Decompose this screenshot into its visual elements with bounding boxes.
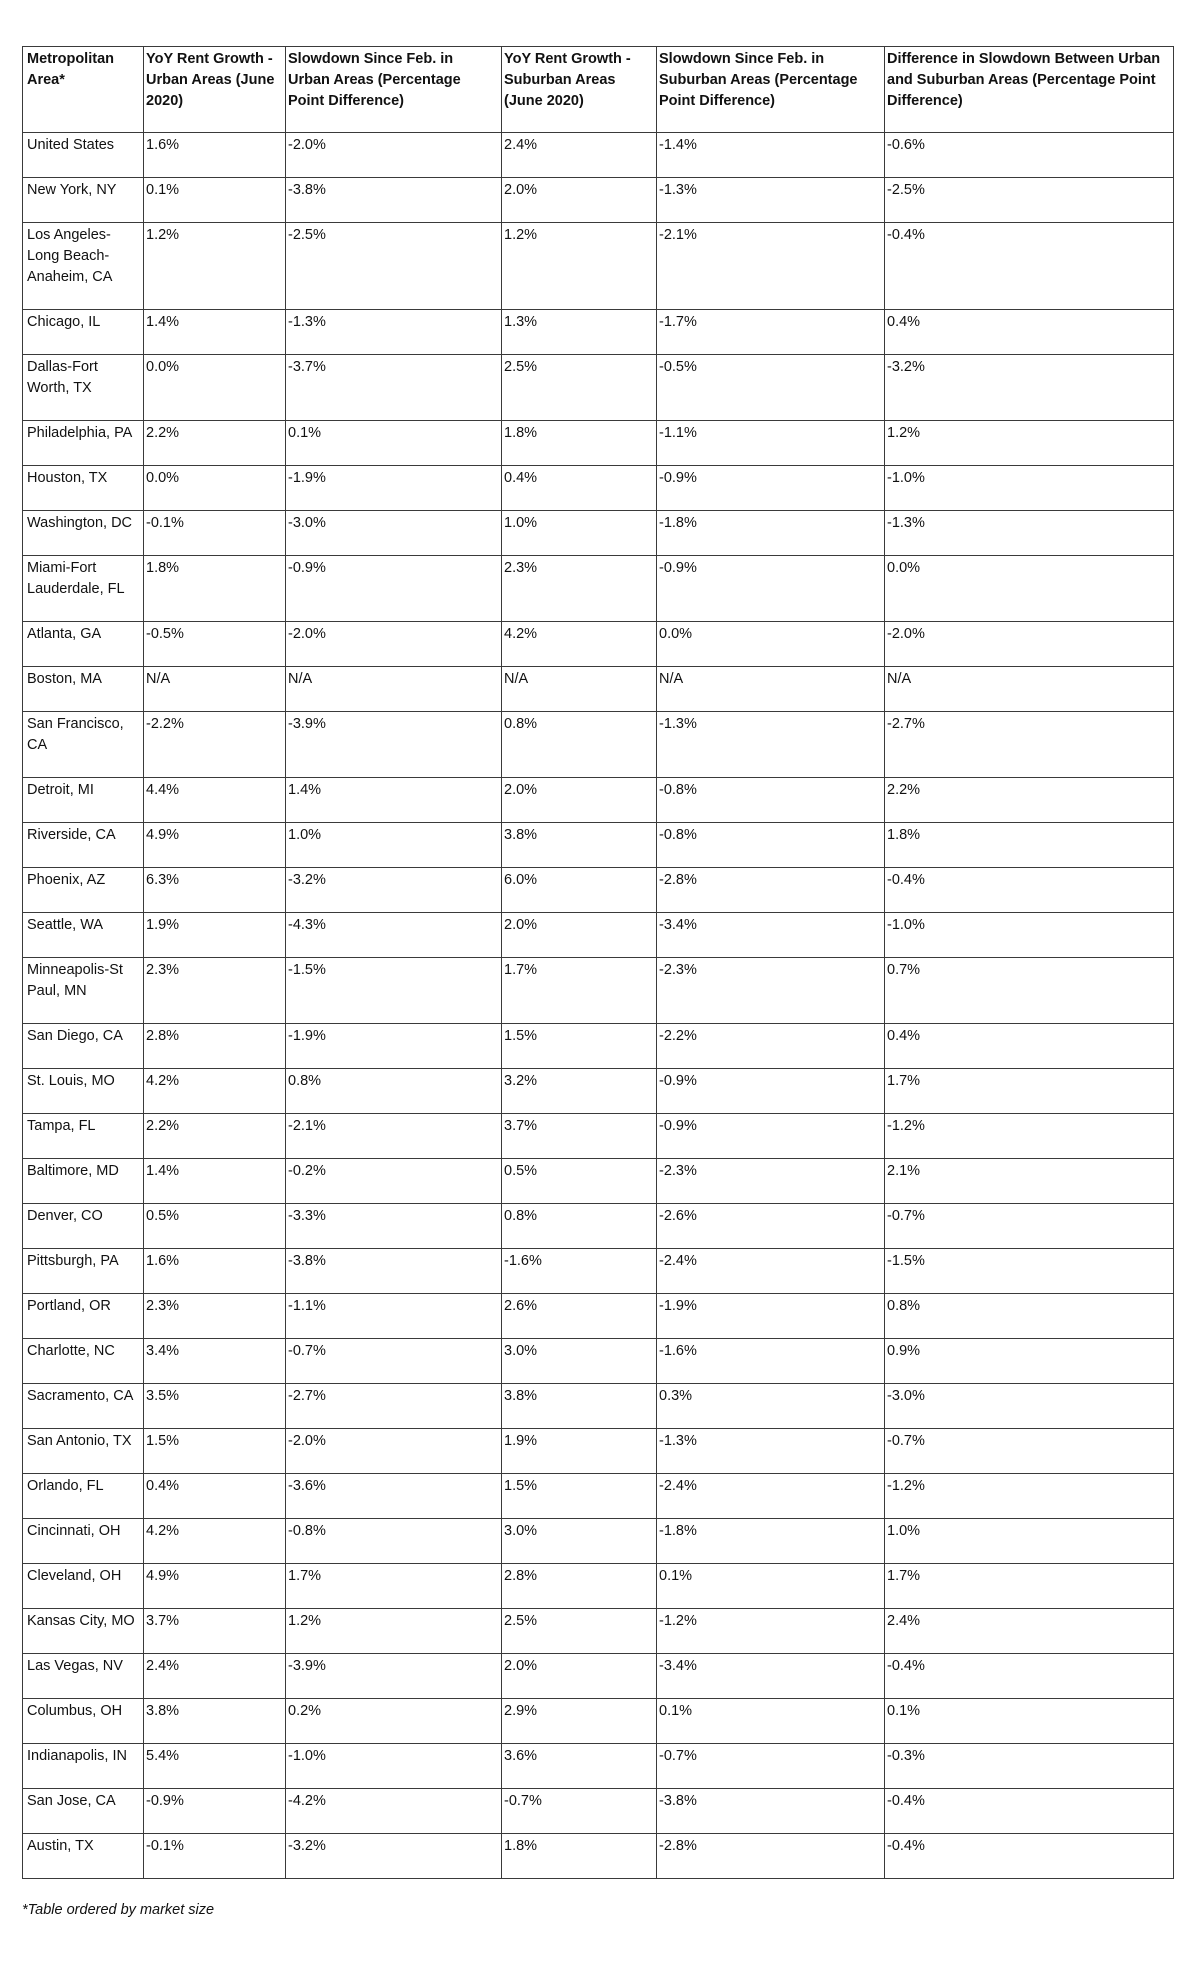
- cell-metro-area: San Diego, CA: [23, 1024, 144, 1069]
- cell-suburban-yoy: 1.2%: [502, 223, 657, 310]
- cell-urban-yoy: 2.2%: [144, 421, 286, 466]
- cell-urban-yoy: 2.3%: [144, 1294, 286, 1339]
- cell-urban-slowdown: -3.8%: [286, 178, 502, 223]
- cell-metro-area: Austin, TX: [23, 1834, 144, 1879]
- cell-urban-yoy: 4.9%: [144, 1564, 286, 1609]
- header-urban-yoy-growth: YoY Rent Growth - Urban Areas (June 2020): [144, 47, 286, 133]
- cell-suburban-slowdown: -1.8%: [657, 1519, 885, 1564]
- cell-metro-area: San Jose, CA: [23, 1789, 144, 1834]
- cell-suburban-slowdown: 0.3%: [657, 1384, 885, 1429]
- cell-urban-yoy: 5.4%: [144, 1744, 286, 1789]
- cell-difference: -1.2%: [885, 1114, 1174, 1159]
- table-row: [23, 823, 1174, 868]
- cell-difference: -0.4%: [885, 868, 1174, 913]
- cell-suburban-slowdown: -0.5%: [657, 355, 885, 421]
- cell-suburban-slowdown: 0.1%: [657, 1699, 885, 1744]
- cell-difference: -0.4%: [885, 1834, 1174, 1879]
- table-row: [23, 1114, 1174, 1159]
- cell-suburban-slowdown: -2.8%: [657, 1834, 885, 1879]
- header-suburban-yoy-growth: YoY Rent Growth - Suburban Areas (June 2020): [502, 47, 657, 133]
- cell-urban-slowdown: -1.3%: [286, 310, 502, 355]
- cell-suburban-slowdown: -0.9%: [657, 1114, 885, 1159]
- cell-difference: -2.7%: [885, 712, 1174, 778]
- cell-urban-yoy: 1.8%: [144, 556, 286, 622]
- cell-urban-slowdown: -3.0%: [286, 511, 502, 556]
- cell-urban-yoy: 1.9%: [144, 913, 286, 958]
- table-row: [23, 178, 1174, 223]
- cell-suburban-slowdown: -1.1%: [657, 421, 885, 466]
- table-row: [23, 1204, 1174, 1249]
- table-row: [23, 1339, 1174, 1384]
- table-row: [23, 556, 1174, 622]
- table-row: [23, 1384, 1174, 1429]
- cell-suburban-yoy: 1.0%: [502, 511, 657, 556]
- cell-difference: -3.0%: [885, 1384, 1174, 1429]
- cell-suburban-yoy: 3.0%: [502, 1339, 657, 1384]
- cell-suburban-slowdown: -2.4%: [657, 1474, 885, 1519]
- table-row: [23, 421, 1174, 466]
- cell-urban-slowdown: -3.2%: [286, 868, 502, 913]
- cell-urban-slowdown: 0.8%: [286, 1069, 502, 1114]
- cell-metro-area: Baltimore, MD: [23, 1159, 144, 1204]
- cell-suburban-yoy: 3.8%: [502, 823, 657, 868]
- cell-urban-slowdown: N/A: [286, 667, 502, 712]
- cell-difference: -2.5%: [885, 178, 1174, 223]
- cell-suburban-yoy: 3.2%: [502, 1069, 657, 1114]
- cell-suburban-yoy: 1.8%: [502, 421, 657, 466]
- cell-urban-yoy: 2.2%: [144, 1114, 286, 1159]
- cell-metro-area: Atlanta, GA: [23, 622, 144, 667]
- cell-urban-yoy: N/A: [144, 667, 286, 712]
- table-row: [23, 223, 1174, 310]
- cell-suburban-slowdown: -0.8%: [657, 778, 885, 823]
- cell-urban-yoy: 1.6%: [144, 1249, 286, 1294]
- cell-metro-area: Tampa, FL: [23, 1114, 144, 1159]
- cell-suburban-yoy: 2.6%: [502, 1294, 657, 1339]
- table-row: [23, 778, 1174, 823]
- cell-urban-slowdown: -2.0%: [286, 133, 502, 178]
- cell-suburban-yoy: 3.6%: [502, 1744, 657, 1789]
- cell-urban-yoy: 4.9%: [144, 823, 286, 868]
- header-suburban-slowdown: Slowdown Since Feb. in Suburban Areas (Percentage Point Difference): [657, 47, 885, 133]
- cell-suburban-yoy: 1.9%: [502, 1429, 657, 1474]
- cell-suburban-slowdown: -2.6%: [657, 1204, 885, 1249]
- table-row: [23, 1834, 1174, 1879]
- cell-suburban-yoy: 1.3%: [502, 310, 657, 355]
- table-row: [23, 1699, 1174, 1744]
- cell-difference: 1.7%: [885, 1069, 1174, 1114]
- cell-urban-slowdown: 1.2%: [286, 1609, 502, 1654]
- cell-difference: -1.0%: [885, 466, 1174, 511]
- cell-suburban-slowdown: -1.3%: [657, 1429, 885, 1474]
- cell-suburban-yoy: 0.5%: [502, 1159, 657, 1204]
- cell-urban-slowdown: 1.4%: [286, 778, 502, 823]
- cell-difference: 2.2%: [885, 778, 1174, 823]
- table-row: [23, 1519, 1174, 1564]
- cell-suburban-yoy: 1.7%: [502, 958, 657, 1024]
- cell-urban-yoy: 0.1%: [144, 178, 286, 223]
- table-row: [23, 913, 1174, 958]
- table-header-row: [23, 47, 1174, 133]
- cell-suburban-yoy: 2.0%: [502, 178, 657, 223]
- cell-metro-area: Las Vegas, NV: [23, 1654, 144, 1699]
- cell-difference: 2.4%: [885, 1609, 1174, 1654]
- table-row: [23, 1024, 1174, 1069]
- cell-difference: 0.4%: [885, 1024, 1174, 1069]
- cell-urban-yoy: -0.5%: [144, 622, 286, 667]
- cell-difference: -0.6%: [885, 133, 1174, 178]
- cell-metro-area: St. Louis, MO: [23, 1069, 144, 1114]
- cell-urban-slowdown: 1.7%: [286, 1564, 502, 1609]
- header-slowdown-difference: Difference in Slowdown Between Urban and Suburban Areas (Percentage Point Difference): [885, 47, 1174, 133]
- cell-metro-area: New York, NY: [23, 178, 144, 223]
- cell-difference: 0.0%: [885, 556, 1174, 622]
- table-row: [23, 1474, 1174, 1519]
- cell-difference: 0.9%: [885, 1339, 1174, 1384]
- cell-suburban-slowdown: -2.1%: [657, 223, 885, 310]
- cell-urban-slowdown: -4.2%: [286, 1789, 502, 1834]
- table-row: [23, 355, 1174, 421]
- cell-difference: -1.0%: [885, 913, 1174, 958]
- cell-suburban-yoy: 2.5%: [502, 355, 657, 421]
- cell-suburban-slowdown: -1.9%: [657, 1294, 885, 1339]
- cell-metro-area: United States: [23, 133, 144, 178]
- cell-suburban-slowdown: -2.3%: [657, 958, 885, 1024]
- cell-suburban-slowdown: -2.2%: [657, 1024, 885, 1069]
- cell-difference: 1.0%: [885, 1519, 1174, 1564]
- cell-suburban-slowdown: -3.4%: [657, 913, 885, 958]
- cell-urban-yoy: 0.4%: [144, 1474, 286, 1519]
- cell-suburban-slowdown: -3.4%: [657, 1654, 885, 1699]
- table-row: [23, 622, 1174, 667]
- table-row: [23, 511, 1174, 556]
- cell-suburban-slowdown: -1.8%: [657, 511, 885, 556]
- table-row: [23, 1564, 1174, 1609]
- table-row: [23, 133, 1174, 178]
- cell-suburban-yoy: 6.0%: [502, 868, 657, 913]
- cell-difference: -0.7%: [885, 1429, 1174, 1474]
- cell-metro-area: Cleveland, OH: [23, 1564, 144, 1609]
- cell-urban-slowdown: -3.9%: [286, 1654, 502, 1699]
- cell-suburban-yoy: 1.5%: [502, 1474, 657, 1519]
- cell-urban-slowdown: -1.9%: [286, 466, 502, 511]
- cell-suburban-yoy: N/A: [502, 667, 657, 712]
- cell-urban-yoy: 4.2%: [144, 1069, 286, 1114]
- rent-growth-table: [22, 46, 1174, 1879]
- table-row: [23, 1789, 1174, 1834]
- table-body: [23, 133, 1174, 1879]
- cell-metro-area: Detroit, MI: [23, 778, 144, 823]
- cell-difference: 1.8%: [885, 823, 1174, 868]
- cell-urban-slowdown: -2.0%: [286, 1429, 502, 1474]
- cell-suburban-slowdown: -2.8%: [657, 868, 885, 913]
- table-row: [23, 466, 1174, 511]
- cell-urban-yoy: 0.5%: [144, 1204, 286, 1249]
- cell-difference: -0.4%: [885, 223, 1174, 310]
- cell-suburban-yoy: 0.8%: [502, 712, 657, 778]
- cell-suburban-yoy: -1.6%: [502, 1249, 657, 1294]
- cell-suburban-slowdown: -0.8%: [657, 823, 885, 868]
- cell-urban-slowdown: -1.0%: [286, 1744, 502, 1789]
- cell-suburban-yoy: 2.0%: [502, 913, 657, 958]
- cell-difference: -1.3%: [885, 511, 1174, 556]
- cell-difference: -2.0%: [885, 622, 1174, 667]
- cell-urban-yoy: 6.3%: [144, 868, 286, 913]
- cell-urban-yoy: 1.2%: [144, 223, 286, 310]
- cell-urban-slowdown: -3.3%: [286, 1204, 502, 1249]
- cell-difference: 0.1%: [885, 1699, 1174, 1744]
- cell-suburban-yoy: 4.2%: [502, 622, 657, 667]
- cell-metro-area: Miami-Fort Lauderdale, FL: [23, 556, 144, 622]
- cell-suburban-slowdown: -1.4%: [657, 133, 885, 178]
- cell-metro-area: Boston, MA: [23, 667, 144, 712]
- cell-metro-area: Indianapolis, IN: [23, 1744, 144, 1789]
- cell-urban-slowdown: -3.2%: [286, 1834, 502, 1879]
- cell-urban-slowdown: -0.2%: [286, 1159, 502, 1204]
- cell-metro-area: Washington, DC: [23, 511, 144, 556]
- cell-metro-area: Seattle, WA: [23, 913, 144, 958]
- cell-urban-yoy: 1.6%: [144, 133, 286, 178]
- cell-urban-slowdown: -3.8%: [286, 1249, 502, 1294]
- cell-urban-slowdown: -0.7%: [286, 1339, 502, 1384]
- cell-suburban-yoy: 2.3%: [502, 556, 657, 622]
- cell-urban-slowdown: -2.5%: [286, 223, 502, 310]
- cell-metro-area: San Francisco, CA: [23, 712, 144, 778]
- cell-metro-area: Minneapolis-St Paul, MN: [23, 958, 144, 1024]
- cell-urban-slowdown: -1.1%: [286, 1294, 502, 1339]
- cell-metro-area: Charlotte, NC: [23, 1339, 144, 1384]
- cell-suburban-slowdown: -0.9%: [657, 1069, 885, 1114]
- cell-metro-area: Columbus, OH: [23, 1699, 144, 1744]
- cell-difference: -3.2%: [885, 355, 1174, 421]
- cell-urban-yoy: -0.1%: [144, 1834, 286, 1879]
- cell-difference: 0.7%: [885, 958, 1174, 1024]
- cell-metro-area: Pittsburgh, PA: [23, 1249, 144, 1294]
- cell-suburban-slowdown: -2.3%: [657, 1159, 885, 1204]
- cell-urban-yoy: -0.9%: [144, 1789, 286, 1834]
- table-row: [23, 958, 1174, 1024]
- cell-urban-slowdown: 0.1%: [286, 421, 502, 466]
- table-row: [23, 667, 1174, 712]
- cell-urban-yoy: 3.8%: [144, 1699, 286, 1744]
- cell-suburban-slowdown: -1.3%: [657, 178, 885, 223]
- cell-urban-yoy: 2.3%: [144, 958, 286, 1024]
- cell-suburban-yoy: 0.4%: [502, 466, 657, 511]
- cell-metro-area: Phoenix, AZ: [23, 868, 144, 913]
- cell-urban-slowdown: -3.9%: [286, 712, 502, 778]
- table-row: [23, 1159, 1174, 1204]
- header-urban-slowdown: Slowdown Since Feb. in Urban Areas (Percentage Point Difference): [286, 47, 502, 133]
- table-footnote: *Table ordered by market size: [22, 1902, 215, 1918]
- cell-urban-yoy: 0.0%: [144, 355, 286, 421]
- cell-difference: -0.3%: [885, 1744, 1174, 1789]
- table-row: [23, 1744, 1174, 1789]
- cell-suburban-yoy: 1.8%: [502, 1834, 657, 1879]
- cell-urban-yoy: 0.0%: [144, 466, 286, 511]
- cell-suburban-yoy: -0.7%: [502, 1789, 657, 1834]
- cell-urban-slowdown: -4.3%: [286, 913, 502, 958]
- cell-difference: N/A: [885, 667, 1174, 712]
- cell-suburban-slowdown: -3.8%: [657, 1789, 885, 1834]
- cell-difference: 1.7%: [885, 1564, 1174, 1609]
- cell-urban-slowdown: -0.9%: [286, 556, 502, 622]
- cell-urban-yoy: 3.5%: [144, 1384, 286, 1429]
- cell-difference: -0.4%: [885, 1789, 1174, 1834]
- table-row: [23, 310, 1174, 355]
- cell-urban-yoy: 3.4%: [144, 1339, 286, 1384]
- cell-urban-slowdown: -3.7%: [286, 355, 502, 421]
- cell-suburban-slowdown: -0.9%: [657, 466, 885, 511]
- cell-difference: -1.2%: [885, 1474, 1174, 1519]
- cell-suburban-yoy: 2.0%: [502, 778, 657, 823]
- cell-urban-slowdown: 0.2%: [286, 1699, 502, 1744]
- cell-difference: 0.4%: [885, 310, 1174, 355]
- cell-difference: -0.4%: [885, 1654, 1174, 1699]
- cell-suburban-slowdown: -0.7%: [657, 1744, 885, 1789]
- cell-metro-area: Philadelphia, PA: [23, 421, 144, 466]
- cell-urban-slowdown: 1.0%: [286, 823, 502, 868]
- cell-suburban-yoy: 3.0%: [502, 1519, 657, 1564]
- cell-difference: -1.5%: [885, 1249, 1174, 1294]
- cell-suburban-yoy: 1.5%: [502, 1024, 657, 1069]
- cell-suburban-slowdown: -0.9%: [657, 556, 885, 622]
- cell-suburban-yoy: 2.4%: [502, 133, 657, 178]
- cell-suburban-yoy: 2.8%: [502, 1564, 657, 1609]
- cell-metro-area: Sacramento, CA: [23, 1384, 144, 1429]
- cell-suburban-yoy: 2.5%: [502, 1609, 657, 1654]
- cell-difference: 0.8%: [885, 1294, 1174, 1339]
- cell-suburban-yoy: 2.9%: [502, 1699, 657, 1744]
- cell-suburban-slowdown: N/A: [657, 667, 885, 712]
- cell-urban-slowdown: -2.0%: [286, 622, 502, 667]
- cell-suburban-slowdown: -1.2%: [657, 1609, 885, 1654]
- cell-metro-area: Denver, CO: [23, 1204, 144, 1249]
- table-row: [23, 1654, 1174, 1699]
- cell-suburban-slowdown: -1.7%: [657, 310, 885, 355]
- cell-difference: 2.1%: [885, 1159, 1174, 1204]
- cell-metro-area: Cincinnati, OH: [23, 1519, 144, 1564]
- cell-suburban-slowdown: -2.4%: [657, 1249, 885, 1294]
- table-row: [23, 712, 1174, 778]
- cell-urban-slowdown: -0.8%: [286, 1519, 502, 1564]
- cell-metro-area: Houston, TX: [23, 466, 144, 511]
- cell-suburban-yoy: 3.8%: [502, 1384, 657, 1429]
- cell-metro-area: Los Angeles-Long Beach-Anaheim, CA: [23, 223, 144, 310]
- cell-urban-yoy: 4.2%: [144, 1519, 286, 1564]
- cell-difference: -0.7%: [885, 1204, 1174, 1249]
- cell-metro-area: San Antonio, TX: [23, 1429, 144, 1474]
- cell-suburban-slowdown: 0.1%: [657, 1564, 885, 1609]
- cell-metro-area: Portland, OR: [23, 1294, 144, 1339]
- cell-suburban-slowdown: -1.3%: [657, 712, 885, 778]
- cell-urban-slowdown: -1.5%: [286, 958, 502, 1024]
- cell-urban-yoy: 1.4%: [144, 310, 286, 355]
- cell-urban-slowdown: -2.7%: [286, 1384, 502, 1429]
- cell-urban-slowdown: -1.9%: [286, 1024, 502, 1069]
- table-row: [23, 1609, 1174, 1654]
- cell-metro-area: Orlando, FL: [23, 1474, 144, 1519]
- cell-suburban-yoy: 0.8%: [502, 1204, 657, 1249]
- cell-difference: 1.2%: [885, 421, 1174, 466]
- table-row: [23, 1429, 1174, 1474]
- cell-urban-yoy: -2.2%: [144, 712, 286, 778]
- cell-suburban-yoy: 3.7%: [502, 1114, 657, 1159]
- cell-suburban-slowdown: -1.6%: [657, 1339, 885, 1384]
- cell-metro-area: Dallas-Fort Worth, TX: [23, 355, 144, 421]
- cell-metro-area: Chicago, IL: [23, 310, 144, 355]
- cell-urban-yoy: 2.4%: [144, 1654, 286, 1699]
- cell-metro-area: Riverside, CA: [23, 823, 144, 868]
- table-row: [23, 1249, 1174, 1294]
- cell-urban-yoy: 1.5%: [144, 1429, 286, 1474]
- cell-suburban-yoy: 2.0%: [502, 1654, 657, 1699]
- cell-urban-yoy: 4.4%: [144, 778, 286, 823]
- cell-metro-area: Kansas City, MO: [23, 1609, 144, 1654]
- header-metropolitan-area: Metropolitan Area*: [23, 47, 144, 133]
- cell-urban-slowdown: -3.6%: [286, 1474, 502, 1519]
- table-row: [23, 1069, 1174, 1114]
- cell-urban-slowdown: -2.1%: [286, 1114, 502, 1159]
- cell-urban-yoy: 1.4%: [144, 1159, 286, 1204]
- cell-urban-yoy: -0.1%: [144, 511, 286, 556]
- cell-suburban-slowdown: 0.0%: [657, 622, 885, 667]
- cell-urban-yoy: 2.8%: [144, 1024, 286, 1069]
- cell-urban-yoy: 3.7%: [144, 1609, 286, 1654]
- table-row: [23, 1294, 1174, 1339]
- table-row: [23, 868, 1174, 913]
